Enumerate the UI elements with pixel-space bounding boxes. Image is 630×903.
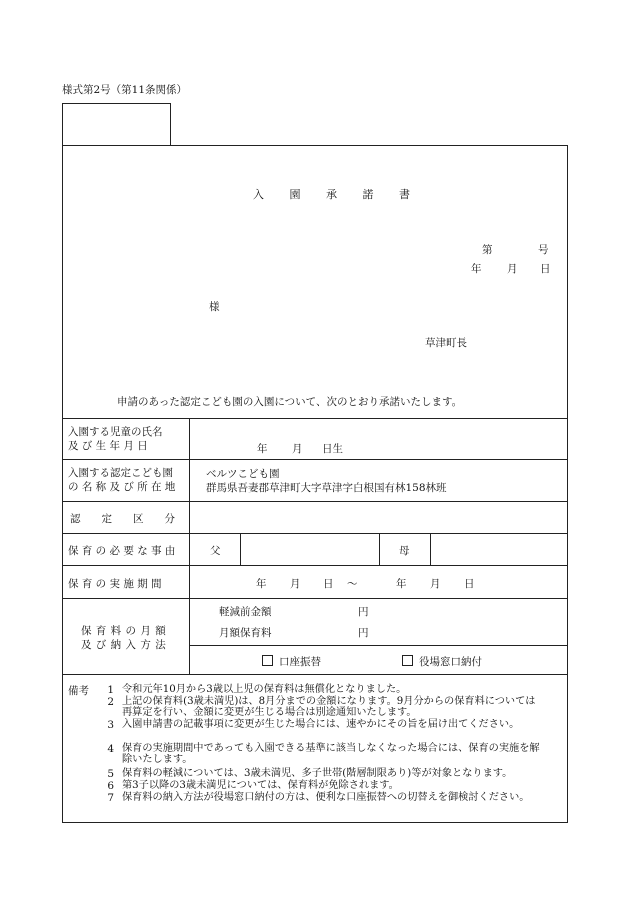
birth-month: 月	[292, 443, 303, 455]
window-payment-checkbox[interactable]	[402, 655, 413, 666]
intro-text: 申請のあった認定こども園の入園について、次のとおり承諾いたします。	[117, 396, 463, 408]
period-start-month: 月	[290, 578, 301, 590]
reason-label: 保 育 の 必 要 な 事 由	[68, 545, 176, 557]
child-label: 入園する児童の氏名 及 び 生 年 月 日	[68, 426, 163, 452]
birth-year: 年	[257, 443, 268, 455]
facility-address: 群馬県吾妻郡草津町大字草津字白根国有林158林班	[206, 482, 447, 494]
row-divider	[62, 501, 568, 502]
certification-label: 認 定 区 分	[70, 513, 175, 525]
monthly-fee-yen: 円	[358, 627, 369, 639]
before-reduction-label: 軽減前金額	[219, 606, 272, 618]
reason-divider	[430, 533, 431, 565]
period-end-day: 日	[464, 578, 475, 590]
row-divider	[62, 565, 568, 566]
label-column-divider	[189, 418, 190, 674]
remarks-list: 1 令和元年10月から3歳以上児の保育料は無償化となりました。 2 上記の保育料(3歳未満児)は、8月分までの金額になります。9月分からの保育料については再算定を行い、金額に変更が生じる場合は別途通知いたします。 3 入園申請書の記載事項に変更が生じた場合には、速やかにその旨を届け出てください。 4 保育の実施期間中であっても入園できる基準に該当しなくなった場合には、保育の実施を解除いたします。 5 保育料の軽減については、3歳未満児、多子世帯(階層制限あり)等が対象となります。 6 第3子以降の3歳未満児については、保育料が免除されます。 7 保育料の納入方法が役場窓口納付の方は、便利な口座振替への切替えを御検討ください。	[107, 684, 540, 804]
monthly-fee-label: 月額保育料	[219, 627, 272, 639]
number-suffix: 号	[538, 244, 549, 256]
fee-divider	[189, 645, 568, 646]
period-label: 保 育 の 実 施 期 間	[68, 578, 162, 590]
reason-divider	[240, 533, 241, 565]
date-month: 月	[507, 263, 518, 275]
row-divider	[62, 459, 568, 460]
number-prefix: 第	[482, 244, 493, 256]
remarks-label: 備考	[68, 685, 89, 697]
issuer: 草津町長	[425, 337, 467, 349]
father-label: 父	[210, 545, 221, 557]
before-reduction-yen: 円	[358, 606, 369, 618]
option-account-transfer[interactable]: 口座振替	[262, 654, 321, 669]
period-tilde: 〜	[347, 578, 358, 590]
row-divider	[62, 674, 568, 675]
stamp-box	[62, 103, 171, 145]
account-transfer-checkbox[interactable]	[262, 655, 273, 666]
document-title: 入 園 承 諾 書	[253, 188, 421, 201]
period-start-day: 日	[323, 578, 334, 590]
form-id: 様式第2号（第11条関係）	[62, 84, 188, 96]
period-end-month: 月	[430, 578, 441, 590]
period-start-year: 年	[256, 578, 267, 590]
date-day: 日	[540, 263, 551, 275]
facility-label: 入園する認定こども園 の 名 称 及 び 所 在 地	[68, 467, 176, 493]
row-divider	[62, 533, 568, 534]
mother-label: 母	[399, 545, 410, 557]
row-divider	[62, 418, 568, 419]
recipient-suffix: 様	[209, 301, 220, 313]
period-end-year: 年	[396, 578, 407, 590]
date-year: 年	[471, 263, 482, 275]
row-divider	[62, 598, 568, 599]
fee-label: 保 育 料 の 月 額 及 び 納 入 方 法	[81, 625, 167, 651]
option-window-payment[interactable]: 役場窓口納付	[402, 654, 482, 669]
reason-divider	[379, 533, 380, 565]
facility-name: ベルツこども園	[206, 468, 280, 480]
birth-day: 日生	[322, 443, 343, 455]
